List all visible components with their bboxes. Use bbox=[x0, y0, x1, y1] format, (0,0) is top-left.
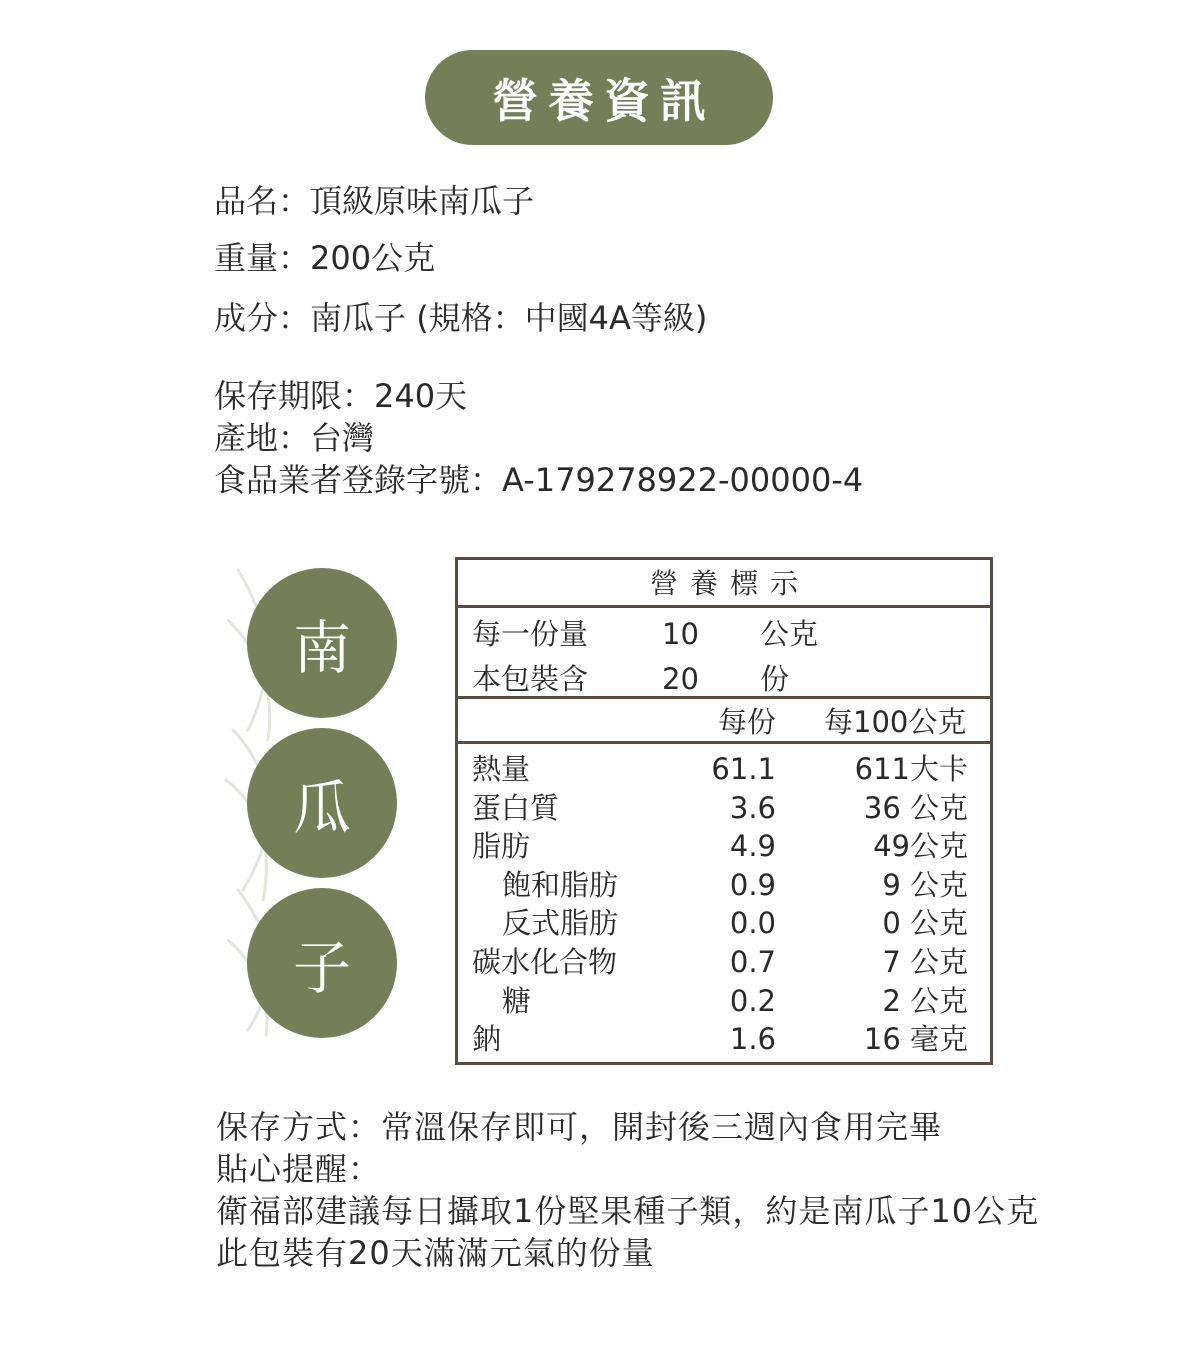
page-title-badge bbox=[425, 50, 773, 145]
col-per-100g-header: 每100公克 bbox=[824, 705, 967, 739]
ingredients-line bbox=[214, 298, 707, 338]
nutrient-per-serving: 1.6 bbox=[729, 1022, 776, 1057]
nutrient-name: 熱量 bbox=[472, 752, 531, 786]
circle-char-3: 子 bbox=[247, 888, 397, 1038]
nutrient-per-100g: 9 公克 bbox=[882, 867, 968, 902]
nutrient-per-serving: 0.2 bbox=[729, 983, 776, 1018]
weight-line bbox=[214, 238, 435, 278]
tip-label: 貼心提醒： bbox=[216, 1150, 382, 1188]
registration-label: 食品業者登錄字號： bbox=[214, 461, 503, 499]
circle-char-1: 南 bbox=[247, 568, 397, 718]
nutrient-per-serving: 61.1 bbox=[711, 752, 776, 786]
nutrient-per-100g: 611大卡 bbox=[854, 752, 968, 786]
nutrient-per-100g: 36 公克 bbox=[863, 790, 968, 825]
nutrient-per-100g: 2 公克 bbox=[882, 983, 968, 1018]
storage-note: 保存方式：常溫保存即可，開封後三週內食用完畢 bbox=[216, 1108, 943, 1146]
nutrient-per-serving: 3.6 bbox=[729, 790, 776, 825]
nutrient-per-100g: 49公克 bbox=[873, 829, 968, 864]
tip-line-2: 此包裝有20天滿滿元氣的份量 bbox=[216, 1234, 655, 1272]
weight-value: 200公克 bbox=[310, 239, 436, 277]
product-name-value: 頂級原味南瓜子 bbox=[310, 182, 535, 220]
serving-size-label: 每一份量 bbox=[472, 617, 589, 651]
serving-size-value: 10 bbox=[662, 617, 699, 651]
ingredients-label: 成分： bbox=[214, 299, 311, 337]
nutrient-name: 鈉 bbox=[472, 1022, 502, 1057]
divider bbox=[458, 741, 990, 744]
servings-label: 本包裝含 bbox=[472, 662, 589, 696]
col-per-serving-header: 每份 bbox=[718, 705, 777, 739]
origin-label: 產地： bbox=[214, 419, 311, 457]
nutrient-name: 糖 bbox=[502, 983, 532, 1018]
nutrient-per-100g: 16 毫克 bbox=[863, 1022, 968, 1057]
nutrient-name: 脂肪 bbox=[472, 829, 531, 864]
product-name-label: 品名： bbox=[214, 182, 311, 220]
nutrition-table bbox=[455, 557, 993, 1065]
nutrient-per-serving: 4.9 bbox=[729, 829, 776, 864]
registration-line bbox=[214, 460, 863, 500]
circle-char-2: 瓜 bbox=[247, 728, 397, 878]
nutrient-per-serving: 0.9 bbox=[729, 867, 776, 902]
product-name-line bbox=[214, 181, 534, 221]
nutrient-per-serving: 0.7 bbox=[729, 945, 776, 979]
weight-label: 重量： bbox=[214, 239, 311, 277]
servings-unit: 份 bbox=[760, 662, 790, 696]
shelf-life-line bbox=[214, 376, 467, 416]
registration-value: A-179278922-00000-4 bbox=[502, 461, 864, 499]
divider bbox=[458, 605, 990, 608]
shelf-life-value: 240天 bbox=[374, 377, 468, 415]
page-title: 營養資訊 bbox=[492, 73, 716, 128]
nutrient-per-100g: 7 公克 bbox=[882, 945, 968, 979]
nutrition-table-title: 營養標示 bbox=[649, 567, 810, 600]
nutrient-per-100g: 0 公克 bbox=[882, 906, 968, 941]
nutrient-per-serving: 0.0 bbox=[729, 906, 776, 941]
nutrient-name: 蛋白質 bbox=[472, 790, 560, 825]
nutrient-name: 飽和脂肪 bbox=[502, 867, 619, 902]
tip-line-1: 衛福部建議每日攝取1份堅果種子類，約是南瓜子10公克 bbox=[216, 1192, 1040, 1230]
servings-value: 20 bbox=[662, 662, 699, 696]
ingredients-value: 南瓜子 (規格：中國4A等級) bbox=[310, 299, 708, 337]
serving-size-unit: 公克 bbox=[760, 617, 819, 651]
shelf-life-label: 保存期限： bbox=[214, 377, 375, 415]
origin-value: 台灣 bbox=[310, 419, 375, 457]
divider bbox=[458, 696, 990, 699]
nutrient-name: 碳水化合物 bbox=[472, 945, 618, 979]
origin-line bbox=[214, 418, 374, 458]
nutrient-name: 反式脂肪 bbox=[502, 906, 619, 941]
